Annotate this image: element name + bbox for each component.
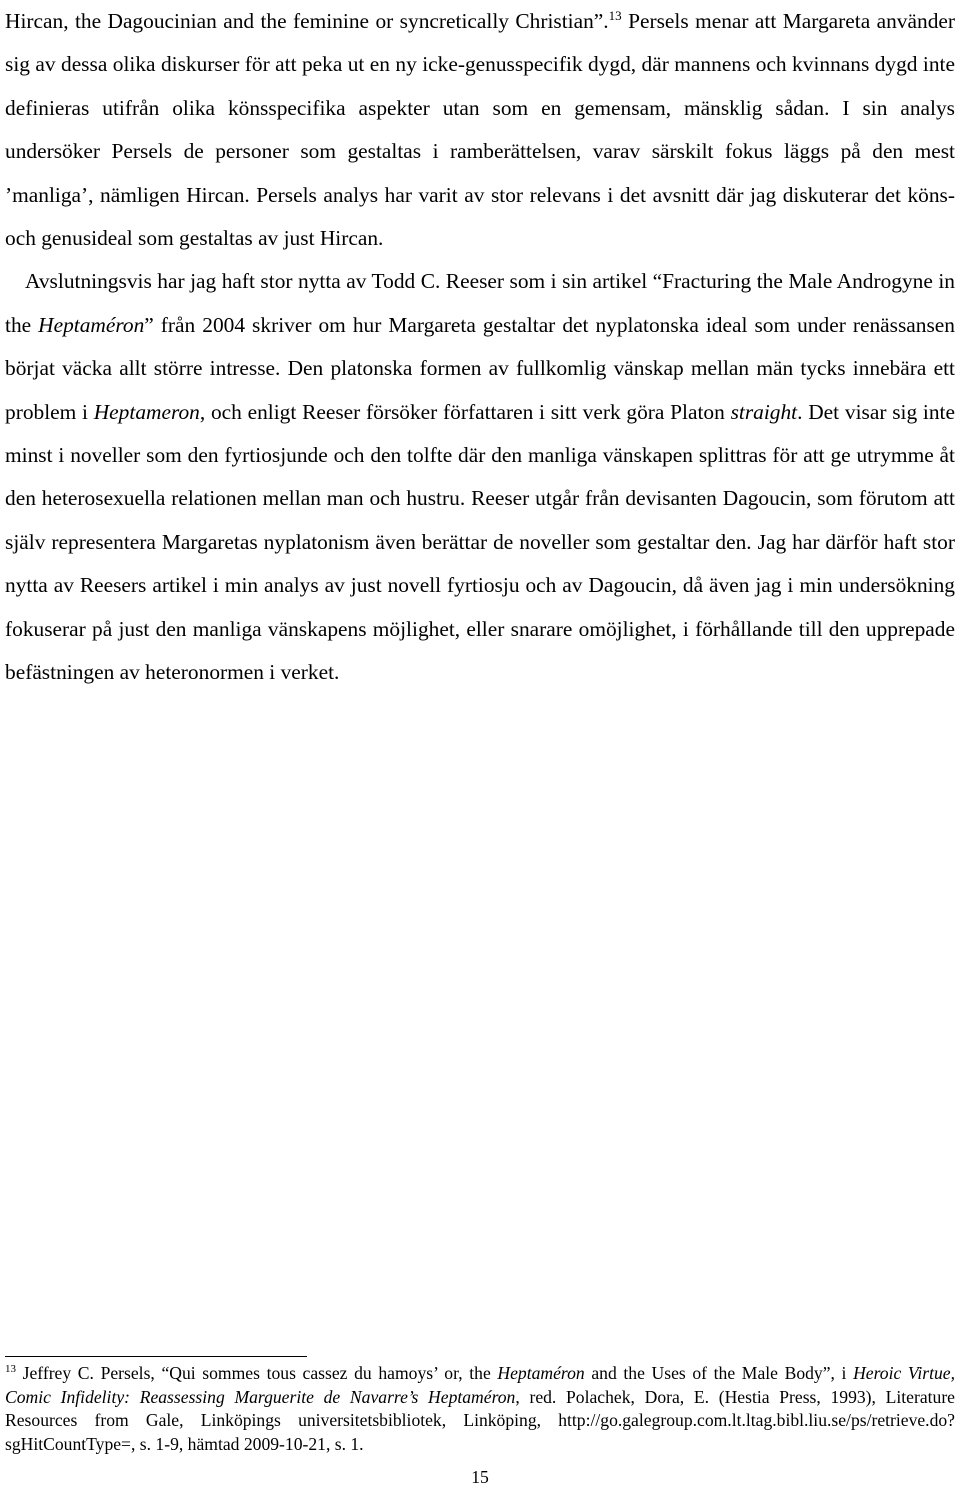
italic-word: straight: [730, 399, 798, 424]
italic-title: Heptaméron: [38, 312, 145, 337]
text-run: Persels menar att Margareta använder sig av dessa olika diskurser för att peka ut en ny icke-genusspecifik dygd, där mannens och kvinnans dygd inte definieras utifrån olika könsspecifika aspekter utan som en gemensam, mänsklig sådan. I sin analys undersöker Persels de personer som gestaltas i ramberättelsen, varav särskilt fokus läggs på den mest ’manliga’, nämligen Hircan. Persels analys har varit av stor relevans i det avsnitt där jag diskuterar det köns- och genusideal som gestaltas av just Hircan.: [5, 9, 956, 251]
text-run: and the Uses of the Male Body”, i: [584, 1363, 854, 1383]
footnote-reference[interactable]: 13: [608, 7, 622, 23]
footnote-separator: [5, 1356, 307, 1357]
page-number: 15: [471, 1467, 489, 1487]
text-run: , och enligt Reeser försöker författaren i sitt verk göra Platon: [199, 399, 731, 424]
paragraph-reeser: [5, 260, 955, 694]
italic-title: Heroic Virtue, Comic Infidelity: Reassessing Marguerite de Navarre’s Heptaméron: [5, 1363, 956, 1407]
text-run: Hircan, the Dagoucinian and the feminine or syncretically Christian”.: [5, 9, 609, 33]
footnote-number: 13: [5, 1363, 16, 1376]
text-run: . Det visar sig inte minst i noveller som den fyrtiosjunde och den tolfte där den manliga vänskapen splittras för att ge utrymme åt den heterosexuella relationen mellan man och hustru. Reeser utgår från devisanten Dagoucin, som förutom att själv representera Margaretas nyplatonism även berättar de noveller som gestaltar den. Jag har därför haft stor nytta av Reesers artikel i min analys av just novell fyrtiosju och av Dagoucin, då även jag i min undersökning fokuserar på just den manliga vänskapens möjlighet, eller snarare omöjlighet, i förhållande till den upprepade befästningen av heteronormen i verket.: [5, 399, 955, 685]
text-run: , red. Polachek, Dora, E. (Hestia Press, 1993), Literature Resources from Gale, Linköpings universitetsbibliotek, Linköping, http://go.galegroup.com.lt.ltag.bibl.liu.se/ps/retrieve.do?sgHitCountType=, s. 1-9, hämtad 2009-10-21, s. 1.: [5, 1386, 955, 1454]
text-run: Avslutningsvis har jag haft stor nytta av Todd C. Reeser som i sin artikel “Fracturing the Male Androgyne in the: [5, 269, 955, 337]
paragraph-persels: [5, 0, 955, 260]
footnote-13: [5, 1362, 955, 1456]
text-run: Jeffrey C. Persels, “Qui sommes tous cassez du hamoys’ or, the: [16, 1363, 498, 1383]
italic-title: Heptameron: [93, 399, 200, 424]
body-text: [5, 0, 955, 695]
italic-title: Heptaméron: [497, 1363, 585, 1383]
text-run: ” från 2004 skriver om hur Margareta gestaltar det nyplatonska ideal som under renässansen börjat väcka allt större intresse. Den platonska formen av fullkomlig vänskap mellan män tycks innebära ett problem i: [5, 312, 955, 424]
